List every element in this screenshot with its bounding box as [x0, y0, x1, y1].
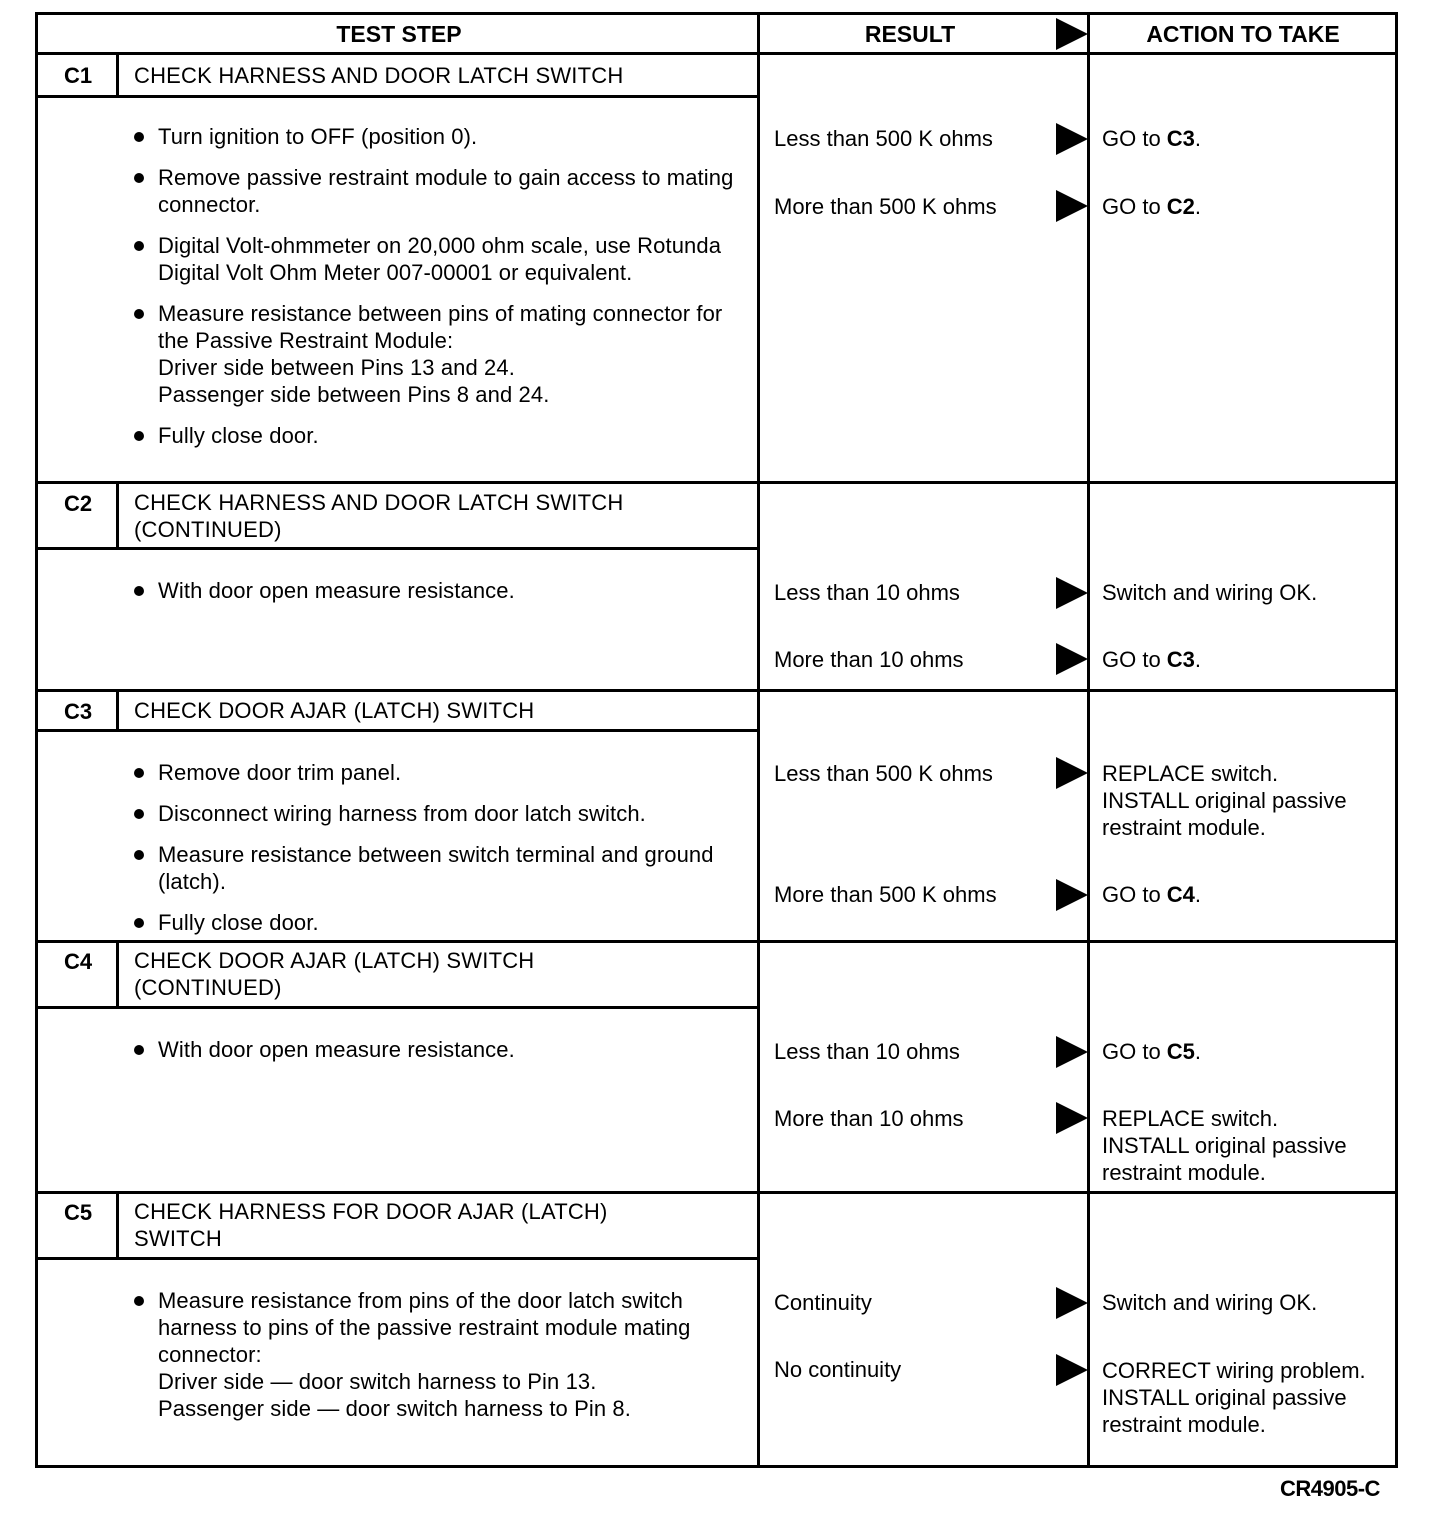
- col-divider-result: [1087, 15, 1090, 1465]
- action-text: GO to C3.: [1102, 647, 1202, 672]
- action-text: REPLACE switch. INSTALL original passive restraint module.: [1102, 1106, 1347, 1185]
- bullet-icon: [134, 809, 144, 819]
- bullet-icon: [134, 173, 144, 183]
- step-title: CHECK HARNESS AND DOOR LATCH SWITCH: [134, 63, 624, 88]
- result-text: Less than 10 ohms: [774, 1039, 960, 1064]
- action-text: CORRECT wiring problem. INSTALL original passive restraint module.: [1102, 1358, 1366, 1437]
- arrow-icon: [1056, 1354, 1088, 1386]
- bullet-icon: [134, 309, 144, 319]
- bullet-icon: [134, 132, 144, 142]
- bullet-icon: [134, 1296, 144, 1306]
- col-divider-test: [757, 15, 760, 1465]
- result-text: More than 500 K ohms: [774, 194, 997, 219]
- figure-code: CR4905-C: [1280, 1476, 1380, 1501]
- result-text: Continuity: [774, 1290, 872, 1315]
- step-title: CHECK HARNESS FOR DOOR AJAR (LATCH) SWITCH: [134, 1199, 608, 1251]
- arrow-icon: [1056, 757, 1088, 789]
- bullet-item: Measure resistance between switch terminal and ground (latch).: [132, 841, 752, 895]
- action-text: REPLACE switch. INSTALL original passive restraint module.: [1102, 761, 1347, 840]
- action-text: GO to C4.: [1102, 882, 1202, 907]
- bullet-item: Fully close door.: [132, 422, 752, 449]
- arrow-icon: [1056, 1102, 1088, 1134]
- header-arrow-icon: [1056, 18, 1088, 50]
- bullet-item: Digital Volt-ohmmeter on 20,000 ohm scale, use Rotunda Digital Volt Ohm Meter 007-00001 or equivalent.: [132, 232, 752, 286]
- bullet-item: Turn ignition to OFF (position 0).: [132, 123, 752, 150]
- arrow-icon: [1056, 879, 1088, 911]
- step-bullets: [132, 577, 752, 618]
- bullet-item: With door open measure resistance.: [132, 577, 752, 604]
- bullet-icon: [134, 431, 144, 441]
- step-bullets: [132, 1287, 752, 1436]
- step-bullets: [132, 759, 752, 950]
- step-bullets: [132, 123, 752, 463]
- arrow-icon: [1056, 123, 1088, 155]
- section-divider: [38, 481, 1395, 484]
- result-text: Less than 10 ohms: [774, 580, 960, 605]
- action-text: GO to C3.: [1102, 126, 1202, 151]
- arrow-icon: [1056, 190, 1088, 222]
- result-text: No continuity: [774, 1357, 902, 1382]
- step-bullets: [132, 1036, 752, 1077]
- bullet-icon: [134, 241, 144, 251]
- step-id: C2: [63, 491, 93, 516]
- section-divider: [38, 689, 1395, 692]
- arrow-icon: [1056, 577, 1088, 609]
- header-divider: [38, 52, 1395, 55]
- action-text: Switch and wiring OK.: [1102, 580, 1318, 605]
- bullet-item: Remove door trim panel.: [132, 759, 752, 786]
- bullet-item: With door open measure resistance.: [132, 1036, 752, 1063]
- bullet-item: Disconnect wiring harness from door latch switch.: [132, 800, 752, 827]
- action-text: GO to C2.: [1102, 194, 1202, 219]
- result-text: More than 10 ohms: [774, 647, 964, 672]
- title-divider: [38, 729, 758, 732]
- step-id: C5: [63, 1200, 93, 1225]
- action-text: Switch and wiring OK.: [1102, 1290, 1318, 1315]
- result-text: Less than 500 K ohms: [774, 761, 993, 786]
- result-text: More than 10 ohms: [774, 1106, 964, 1131]
- section-divider: [38, 1191, 1395, 1194]
- step-id: C4: [63, 949, 93, 974]
- step-title: CHECK DOOR AJAR (LATCH) SWITCH: [134, 698, 535, 723]
- result-text: More than 500 K ohms: [774, 882, 997, 907]
- action-text: GO to C5.: [1102, 1039, 1202, 1064]
- arrow-icon: [1056, 1036, 1088, 1068]
- bullet-icon: [134, 850, 144, 860]
- bullet-icon: [134, 586, 144, 596]
- bullet-icon: [134, 1045, 144, 1055]
- bullet-item: Fully close door.: [132, 909, 752, 936]
- arrow-icon: [1056, 643, 1088, 675]
- diagnostic-table: [35, 12, 1398, 1468]
- bullet-icon: [134, 768, 144, 778]
- step-id: C1: [63, 63, 93, 88]
- bullet-item: Remove passive restraint module to gain access to mating connector.: [132, 164, 752, 218]
- result-text: Less than 500 K ohms: [774, 126, 993, 151]
- title-divider: [38, 547, 758, 550]
- bullet-item: Measure resistance between pins of mating connector for the Passive Restraint Module: Driver side between Pins 13 and 24. Passenger side between Pins 8 and 24.: [132, 300, 752, 408]
- title-divider: [38, 1257, 758, 1260]
- title-divider: [38, 1006, 758, 1009]
- title-divider: [38, 95, 758, 98]
- step-title: CHECK DOOR AJAR (LATCH) SWITCH (CONTINUED): [134, 948, 535, 1000]
- header-result: RESULT: [864, 21, 956, 47]
- arrow-icon: [1056, 1287, 1088, 1319]
- header-action: ACTION TO TAKE: [1146, 21, 1340, 47]
- step-title: CHECK HARNESS AND DOOR LATCH SWITCH (CONTINUED): [134, 490, 624, 542]
- step-id: C3: [63, 699, 93, 724]
- bullet-icon: [134, 918, 144, 928]
- header-test-step: TEST STEP: [336, 21, 462, 47]
- bullet-item: Measure resistance from pins of the door latch switch harness to pins of the passive restraint module mating connector: Driver side — door switch harness to Pin 13. Passenger side — door switch harness to Pin 8.: [132, 1287, 752, 1422]
